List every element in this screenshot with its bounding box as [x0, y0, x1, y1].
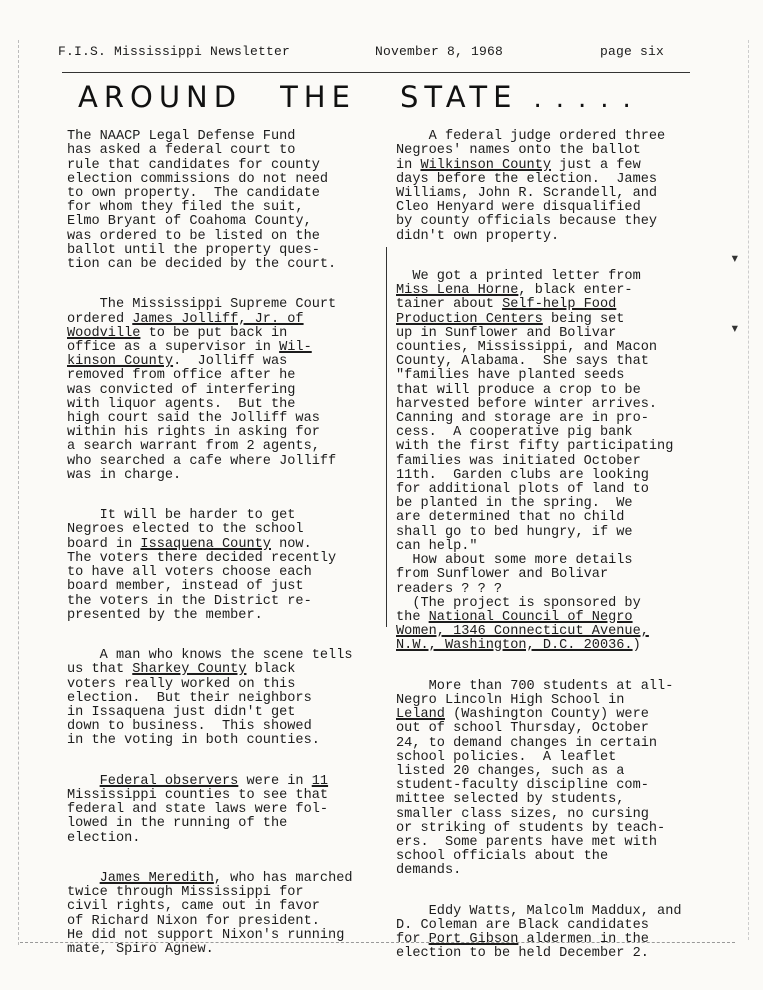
article-text: were in: [238, 773, 312, 789]
article-federal-observers: [67, 775, 367, 846]
publication-name: F.I.S. Mississippi Newsletter: [58, 44, 291, 59]
article-text: More than 700 students at all- Negro Lincoln High School in: [396, 678, 674, 708]
article-lena-horne: [396, 270, 696, 653]
article-wilkinson-ballot: [396, 130, 696, 244]
article-naacp-suit: [67, 130, 367, 272]
article-text: The NAACP Legal Defense Fund has asked a federal court to rule that candidates for county election commissions do not need to own property. The candidate for whom they filed the suit, Elmo Bryant of Coahoma County, was ordered to be listed on the ballot until the property ques- tion can be decided by the court.: [67, 129, 337, 273]
margin-arrow-icon: ▾: [730, 320, 740, 338]
underlined-text: Sharkey County: [132, 662, 247, 678]
margin-bracket-mark: [386, 247, 393, 627]
underlined-text: Leland: [396, 707, 445, 723]
article-text: It will be harder to get Negroes elected to the school board in: [67, 508, 304, 552]
article-text: black voters really worked on this election. But their neighbors in Issaquena just didn't get down to business. This showed in the voting in both counties.: [67, 662, 320, 749]
banner-word-around: AROUND: [78, 80, 243, 114]
article-text: We got a printed letter from: [412, 269, 641, 285]
right-margin-dash: [748, 40, 749, 940]
header-rule: [62, 72, 690, 73]
article-text: A man who knows the scene tells us that: [67, 648, 353, 678]
underlined-text: Port Gibson: [428, 932, 519, 948]
page-number: page six: [600, 44, 665, 59]
article-text: Mississippi counties to see that federal and state laws were fol- lowed in the running of the election.: [67, 787, 329, 846]
article-text: A federal judge ordered three Negroes' names onto the ballot in: [396, 129, 666, 173]
article-text: ): [632, 638, 641, 654]
article-text: aldermen in the election to be held December 2.: [396, 932, 649, 962]
article-text: (Washington County) were out of school Thursday, October 24, to demand changes in certain school policies. A leaflet listed 20 changes, such as a student-faculty discipline com- mittee selected by students, smaller class sizes, no cursing or striking of students by teach- ers. Some parents have met with school officials about the demands.: [396, 707, 666, 879]
article-jolliff: [67, 298, 367, 483]
article-lincoln-high: [396, 680, 696, 879]
left-column: [67, 116, 367, 983]
banner-word-the: THE: [280, 80, 356, 114]
article-text: . Jolliff was removed from office after he was convicted of interfering with liquor agents. But the high court said the Jolliff was within his rights in asking for a search warrant from 2 agents, who searched a cafe where Jolliff was in charge.: [67, 354, 337, 483]
underlined-text: National Council of Negro Women, 1346 Connecticut Avenue, N.W., Washington, D.C. 20036.: [396, 609, 649, 654]
article-text: The Mississippi Supreme Court ordered: [67, 297, 337, 327]
margin-arrow-icon: ▾: [730, 250, 740, 268]
article-text: to be put back in office as a supervisor in: [67, 325, 288, 356]
article-text: Eddy Watts, Malcolm Maddux, and D. Coleman are Black candidates for: [396, 903, 682, 948]
banner-trailing-dots: .....: [533, 84, 645, 114]
article-text: being set up in Sunflower and Bolivar counties, Mississippi, and Macon County, Alabama. She says that "families have planted seeds that will produce a crop to be harvested before winter arrives. Canning and storage are in pro- cess. A cooperative pig bank with the first fifty participating families was initiated October 11th. Garden clubs are looking for additional plots of land to be planted in the spring. We are determined that no child shall go to bed hungry, if we can help." How about some more details from Sunflower and Bolivar readers ? ? ? (The project is sponsored by the: [396, 311, 674, 625]
article-issaquena-board: [67, 509, 367, 623]
underlined-text: Issaquena County: [140, 536, 271, 552]
right-column: [396, 116, 696, 988]
underlined-text: Self-help Food Production Centers: [396, 297, 617, 327]
underlined-text: James Jolliff, Jr. of Woodville: [67, 311, 304, 341]
underlined-text: Wil- kinson County: [67, 340, 312, 370]
article-sharkey-voters: [67, 649, 367, 748]
article-text: , who has marched twice through Mississippi for civil rights, came out in favor of Richard Nixon for president. He did not support Nixon's running mate, Spiro Agnew.: [67, 870, 353, 957]
left-margin-dash: [18, 40, 19, 945]
underlined-text: Wilkinson County: [420, 157, 552, 173]
issue-date: November 8, 1968: [375, 44, 504, 59]
article-text: now. The voters there decided recently to have all voters choose each board member, instead of just the voters in the District re- presented by the member.: [67, 536, 337, 623]
article-port-gibson: [396, 905, 696, 962]
article-text: , black enter- tainer about: [396, 283, 633, 313]
underlined-text: Federal observers: [99, 773, 239, 789]
article-meredith: [67, 872, 367, 957]
banner-word-state: STATE: [399, 80, 518, 114]
section-banner: [78, 80, 645, 114]
underlined-text: James Meredith: [99, 870, 214, 886]
article-text: just a few days before the election. James Williams, John R. Scrandell, and Cleo Henyard were disqualified by county officials because they didn't own property.: [396, 157, 658, 244]
underlined-text: Miss Lena Horne: [396, 283, 519, 299]
underlined-text: 11: [311, 773, 329, 789]
